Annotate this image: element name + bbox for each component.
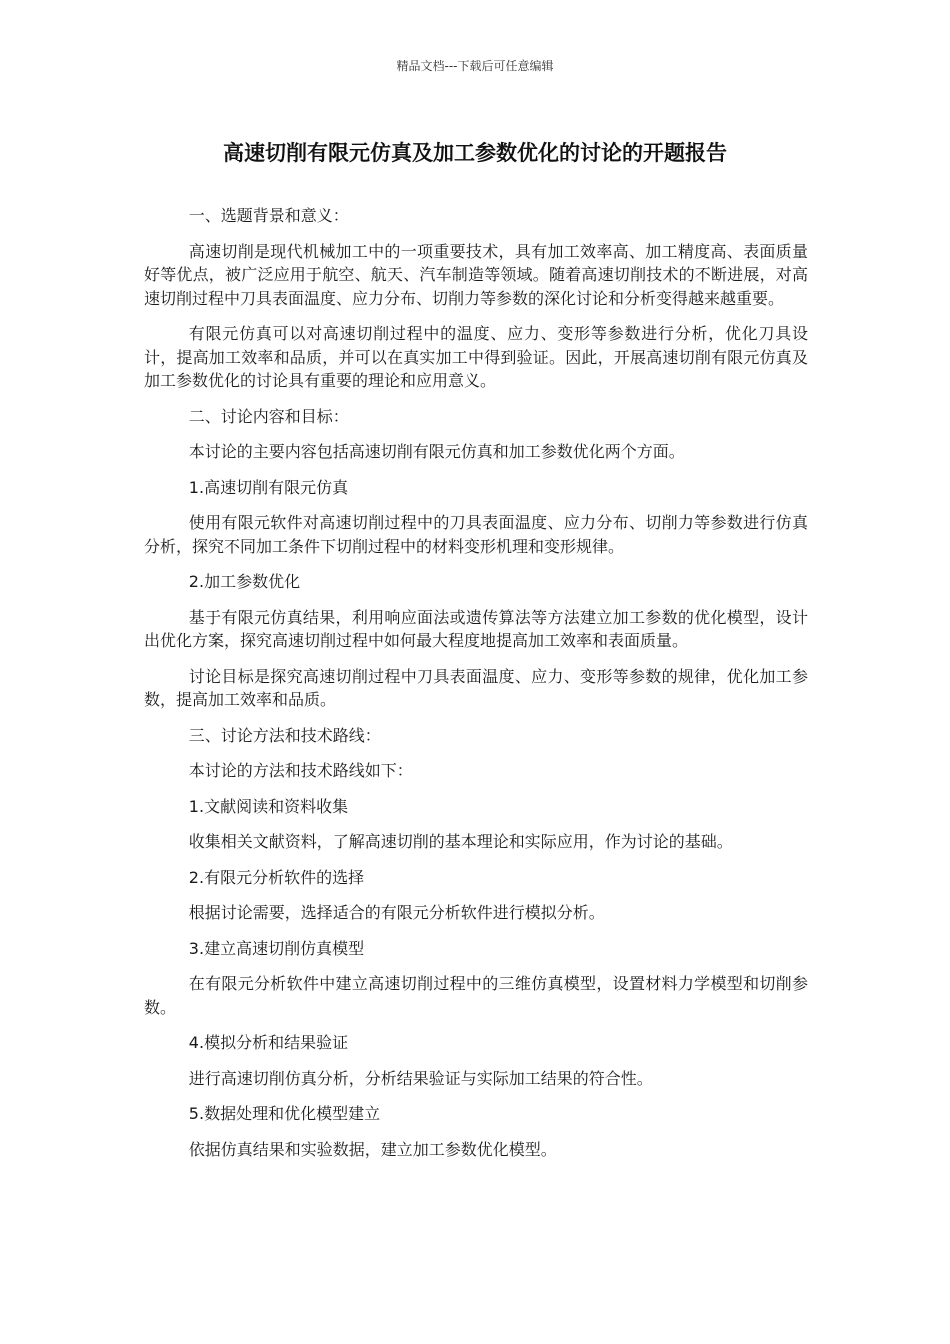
paragraph: 本讨论的方法和技术路线如下： xyxy=(188,761,413,780)
paragraph: 讨论目标是探究高速切削过程中刀具表面温度、应力、变形等参数的规律，优化加工参数，提高加工效率和品质。 xyxy=(144,666,808,709)
section-heading-background: 一、选题背景和意义： xyxy=(188,206,349,225)
paragraph: 收集相关文献资料，了解高速切削的基本理论和实际应用，作为讨论的基础。 xyxy=(188,832,733,851)
subheading: 5.数据处理和优化模型建立 xyxy=(188,1104,381,1123)
subheading: 3.建立高速切削仿真模型 xyxy=(188,938,365,958)
paragraph: 根据讨论需要，选择适合的有限元分析软件进行模拟分析。 xyxy=(188,903,605,922)
subheading: 2.加工参数优化 xyxy=(188,572,301,591)
paragraph: 依据仿真结果和实验数据，建立加工参数优化模型。 xyxy=(188,1139,557,1159)
section-heading-content: 二、讨论内容和目标： xyxy=(188,406,349,426)
paragraph: 本讨论的主要内容包括高速切削有限元仿真和加工参数优化两个方面。 xyxy=(188,442,685,461)
subheading: 4.模拟分析和结果验证 xyxy=(188,1033,349,1052)
paragraph: 有限元仿真可以对高速切削过程中的温度、应力、变形等参数进行分析，优化刀具设计，提高加工效率和品质，并可以在真实加工中得到验证。因此，开展高速切削有限元仿真及加工参数优化的讨论具有重要的理论和应用意义。 xyxy=(144,324,808,390)
paragraph: 使用有限元软件对高速切削过程中的刀具表面温度、应力分布、切削力等参数进行仿真分析，探究不同加工条件下切削过程中的材料变形机理和变形规律。 xyxy=(144,513,808,556)
page-header: 精品文档---下载后可任意编辑 xyxy=(396,59,554,73)
subheading: 2.有限元分析软件的选择 xyxy=(188,867,365,887)
document-body xyxy=(144,204,808,1173)
paragraph: 基于有限元仿真结果，利用响应面法或遗传算法等方法建立加工参数的优化模型，设计出优化方案，探究高速切削过程中如何最大程度地提高加工效率和表面质量。 xyxy=(144,607,808,650)
paragraph: 在有限元分析软件中建立高速切削过程中的三维仿真模型，设置材料力学模型和切削参数。 xyxy=(144,974,808,1017)
section-heading-method: 三、讨论方法和技术路线： xyxy=(188,725,381,745)
paragraph: 高速切削是现代机械加工中的一项重要技术，具有加工效率高、加工精度高、表面质量好等优点，被广泛应用于航空、航天、汽车制造等领域。随着高速切削技术的不断进展，对高速切削过程中刀具表面温度、应力分布、切削力等参数的深化讨论和分析变得越来越重要。 xyxy=(144,241,808,308)
paragraph: 进行高速切削仿真分析，分析结果验证与实际加工结果的符合性。 xyxy=(188,1068,653,1088)
subheading: 1.文献阅读和资料收集 xyxy=(188,796,349,816)
subheading: 1.高速切削有限元仿真 xyxy=(188,477,349,497)
document-title: 高速切削有限元仿真及加工参数优化的讨论的开题报告 xyxy=(223,141,727,165)
